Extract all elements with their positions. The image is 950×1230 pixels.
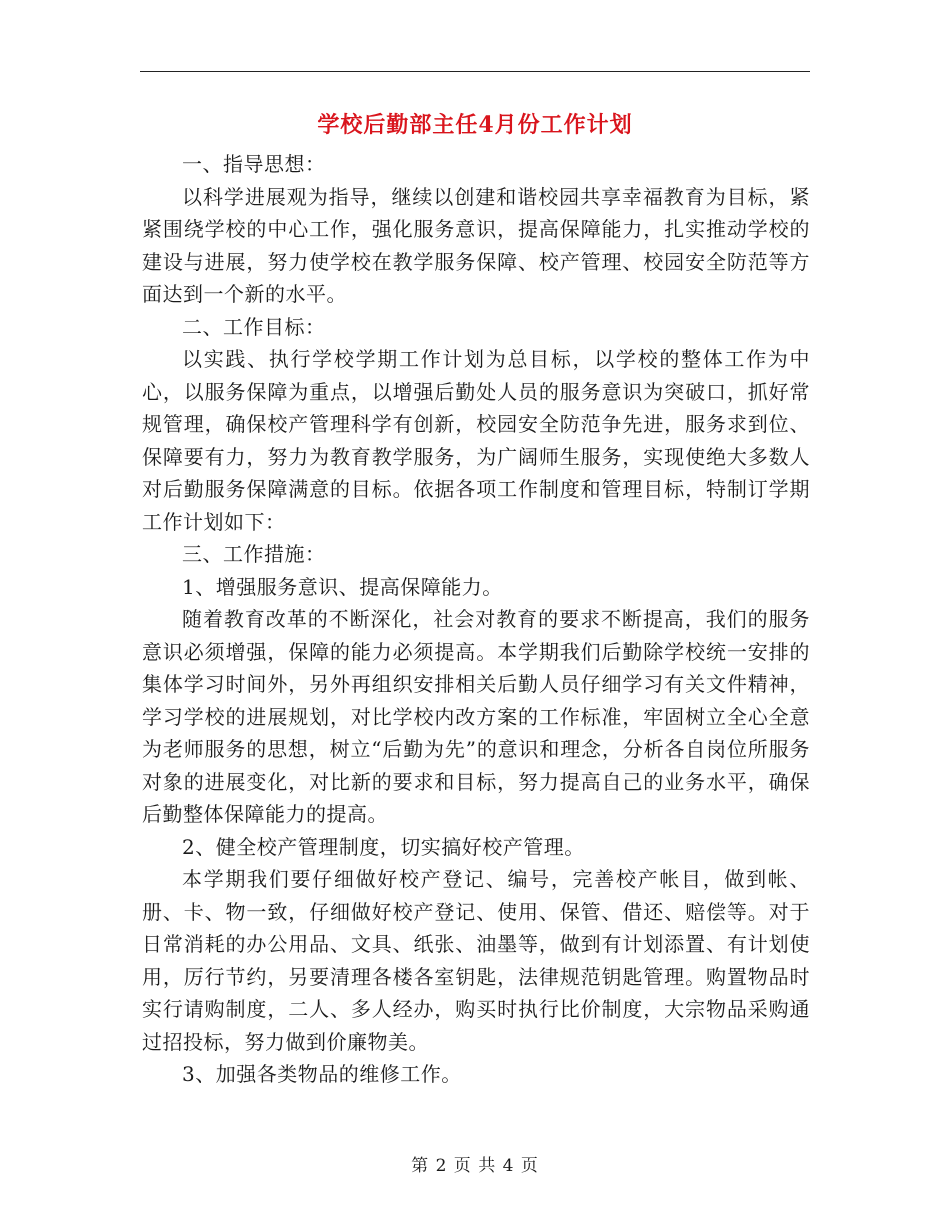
section-heading: 二、工作目标： — [182, 314, 326, 339]
body-paragraph: 以实践、执行学校学期工作计划为总目标，以学校的整体工作为中心，以服务保障为重点，以增强后勤处人员的服务意识为突破口，抓好常规管理，确保校产管理科学有创新，校园安全防范争先进，服务求到位、保障要有力，努力为教育教学服务，为广阔师生服务，实现使绝大多数人对后勤服务保障满意的目标。依据各项工作制度和管理目标，特制订学期工作计划如下： — [142, 347, 810, 534]
document-title: 学校后勤部主任4月份工作计划 — [317, 112, 633, 138]
document-body — [142, 148, 810, 1091]
subsection-heading: 2、健全校产管理制度，切实搞好校产管理。 — [182, 834, 585, 859]
section-heading: 一、指导思想： — [182, 152, 326, 176]
header-rule — [140, 71, 810, 72]
subsection-heading: 1、增强服务意识、提高保障能力。 — [182, 574, 503, 599]
page-number-footer: 第 2 页 共 4 页 — [411, 1156, 539, 1176]
subsection-heading: 3、加强各类物品的维修工作。 — [182, 1062, 462, 1086]
body-paragraph: 随着教育改革的不断深化，社会对教育的要求不断提高，我们的服务意识必须增强，保障的能力必须提高。本学期我们后勤除学校统一安排的集体学习时间外，另外再组织安排相关后勤人员仔细学习有关文件精神，学习学校的进展规划，对比学校内改方案的工作标准，牢固树立全心全意为老师服务的思想，树立“后勤为先”的意识和理念，分析各自岗位所服务对象的进展变化，对比新的要求和目标，努力提高自己的业务水平，确保后勤整体保障能力的提高。 — [142, 607, 810, 826]
body-paragraph: 本学期我们要仔细做好校产登记、编号，完善校产帐目，做到帐、册、卡、物一致，仔细做好校产登记、使用、保管、借还、赔偿等。对于日常消耗的办公用品、文具、纸张、油墨等，做到有计划添置、有计划使用，厉行节约，另要清理各楼各室钥匙，法律规范钥匙管理。购置物品时实行请购制度，二人、多人经办，购买时执行比价制度，大宗物品采购通过招投标，努力做到价廉物美。 — [142, 867, 810, 1054]
body-paragraph: 以科学进展观为指导，继续以创建和谐校园共享幸福教育为目标，紧紧围绕学校的中心工作，强化服务意识，提高保障能力，扎实推动学校的建设与进展，努力使学校在教学服务保障、校产管理、校园安全防范等方面达到一个新的水平。 — [142, 184, 810, 306]
section-heading: 三、工作措施： — [182, 542, 326, 566]
